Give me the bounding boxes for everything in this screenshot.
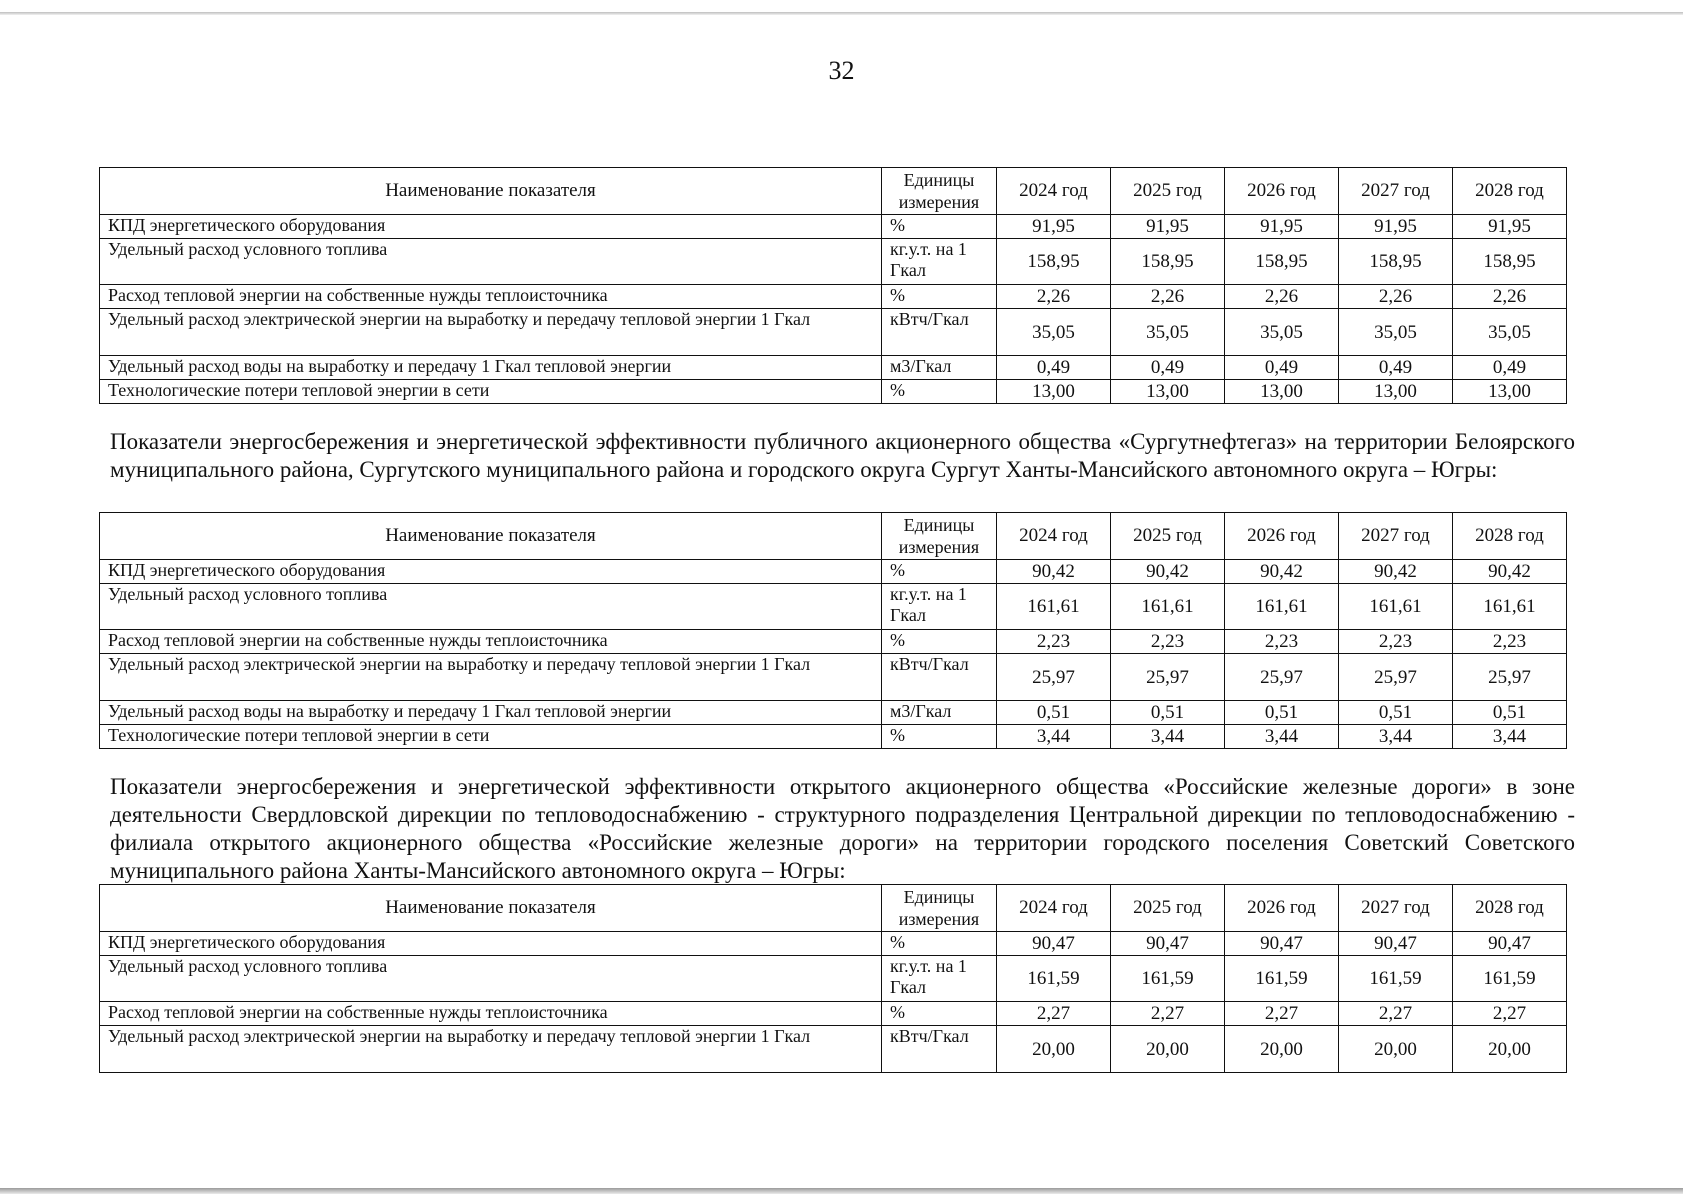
row-value: 90,47 [1111, 932, 1225, 956]
row-value: 20,00 [1453, 1026, 1567, 1073]
row-value: 20,00 [1339, 1026, 1453, 1073]
row-name: Технологические потери тепловой энергии в сети [100, 725, 882, 749]
table-row [100, 725, 1567, 749]
header-year: 2024 год [997, 513, 1111, 560]
row-value: 13,00 [1225, 380, 1339, 404]
header-name: Наименование показателя [100, 513, 882, 560]
row-value: 2,27 [1339, 1002, 1453, 1026]
header-units: Единицы измерения [882, 513, 997, 560]
row-value: 158,95 [997, 239, 1111, 285]
row-value: 25,97 [997, 654, 1111, 701]
row-value: 0,51 [1453, 701, 1567, 725]
table-row [100, 932, 1567, 956]
table-header-row [100, 513, 1567, 560]
row-value: 25,97 [1111, 654, 1225, 701]
row-unit: кВтч/Гкал [882, 654, 997, 701]
row-value: 20,00 [997, 1026, 1111, 1073]
header-year: 2027 год [1339, 513, 1453, 560]
row-value: 158,95 [1225, 239, 1339, 285]
row-value: 0,51 [1339, 701, 1453, 725]
table-row [100, 239, 1567, 285]
table-row [100, 1002, 1567, 1026]
row-unit: % [882, 380, 997, 404]
row-value: 161,59 [1111, 956, 1225, 1002]
row-name: Расход тепловой энергии на собственные нужды теплоисточника [100, 1002, 882, 1026]
row-value: 2,23 [1111, 630, 1225, 654]
row-value: 0,51 [997, 701, 1111, 725]
row-value: 2,27 [1225, 1002, 1339, 1026]
row-value: 3,44 [1453, 725, 1567, 749]
row-name: Удельный расход воды на выработку и передачу 1 Гкал тепловой энергии [100, 356, 882, 380]
table-row [100, 380, 1567, 404]
row-value: 158,95 [1111, 239, 1225, 285]
row-name: Расход тепловой энергии на собственные нужды теплоисточника [100, 630, 882, 654]
row-unit: % [882, 560, 997, 584]
row-unit: % [882, 1002, 997, 1026]
row-value: 90,47 [1225, 932, 1339, 956]
row-value: 13,00 [1111, 380, 1225, 404]
row-value: 2,26 [1225, 285, 1339, 309]
row-name: КПД энергетического оборудования [100, 932, 882, 956]
row-value: 25,97 [1225, 654, 1339, 701]
row-value: 161,61 [1339, 584, 1453, 630]
row-name: Удельный расход условного топлива [100, 584, 882, 630]
row-value: 2,23 [1225, 630, 1339, 654]
row-value: 91,95 [997, 215, 1111, 239]
row-value: 13,00 [997, 380, 1111, 404]
row-value: 13,00 [1453, 380, 1567, 404]
indicators-table-2 [99, 512, 1567, 749]
header-name: Наименование показателя [100, 168, 882, 215]
row-value: 13,00 [1339, 380, 1453, 404]
table-row [100, 956, 1567, 1002]
row-value: 158,95 [1453, 239, 1567, 285]
row-name: Удельный расход электрической энергии на выработку и передачу тепловой энергии 1 Гкал [100, 1026, 882, 1073]
row-name: КПД энергетического оборудования [100, 560, 882, 584]
table-row [100, 285, 1567, 309]
row-value: 91,95 [1225, 215, 1339, 239]
row-value: 3,44 [1111, 725, 1225, 749]
section-paragraph-rzd: Показатели энергосбережения и энергетической эффективности открытого акционерного общества «Российские железные дороги» в зоне деятельности Свердловской дирекции по тепловодоснабжению - структурного подразделения Центральной дирекции по тепловодоснабжению - филиала открытого акционерного общества «Российские железные дороги» на территории городского поселения Советский Советского муниципального района Ханты-Мансийского автономного округа – Югры: [110, 774, 1575, 883]
row-name: Удельный расход электрической энергии на выработку и передачу тепловой энергии 1 Гкал [100, 654, 882, 701]
row-value: 91,95 [1339, 215, 1453, 239]
table-row [100, 654, 1567, 701]
row-value: 158,95 [1339, 239, 1453, 285]
row-value: 90,42 [1453, 560, 1567, 584]
row-value: 91,95 [1111, 215, 1225, 239]
row-unit: кВтч/Гкал [882, 1026, 997, 1073]
row-value: 35,05 [1111, 309, 1225, 356]
scan-edge-top [0, 12, 1683, 15]
row-name: Удельный расход условного топлива [100, 239, 882, 285]
row-value: 161,61 [1225, 584, 1339, 630]
row-value: 35,05 [1453, 309, 1567, 356]
row-value: 20,00 [1111, 1026, 1225, 1073]
row-value: 0,49 [1453, 356, 1567, 380]
row-value: 161,61 [1453, 584, 1567, 630]
header-year: 2027 год [1339, 168, 1453, 215]
row-value: 2,23 [1453, 630, 1567, 654]
header-units: Единицы измерения [882, 885, 997, 932]
table-row [100, 584, 1567, 630]
table-header-row [100, 168, 1567, 215]
row-value: 161,59 [1225, 956, 1339, 1002]
header-name: Наименование показателя [100, 885, 882, 932]
table-row [100, 215, 1567, 239]
row-value: 2,27 [997, 1002, 1111, 1026]
row-name: Расход тепловой энергии на собственные нужды теплоисточника [100, 285, 882, 309]
indicators-table-1 [99, 167, 1567, 404]
row-value: 0,51 [1225, 701, 1339, 725]
header-year: 2026 год [1225, 513, 1339, 560]
row-unit: % [882, 630, 997, 654]
row-value: 161,61 [997, 584, 1111, 630]
row-value: 35,05 [997, 309, 1111, 356]
table-row [100, 560, 1567, 584]
header-year: 2028 год [1453, 168, 1567, 215]
table-row [100, 701, 1567, 725]
row-unit: м3/Гкал [882, 356, 997, 380]
table-row [100, 630, 1567, 654]
row-value: 20,00 [1225, 1026, 1339, 1073]
row-value: 2,26 [997, 285, 1111, 309]
header-year: 2025 год [1111, 885, 1225, 932]
row-value: 0,49 [1225, 356, 1339, 380]
row-value: 90,42 [1111, 560, 1225, 584]
row-value: 2,27 [1453, 1002, 1567, 1026]
page-number: 32 [828, 56, 855, 85]
row-unit: кВтч/Гкал [882, 309, 997, 356]
row-unit: % [882, 932, 997, 956]
row-unit: % [882, 285, 997, 309]
header-year: 2025 год [1111, 168, 1225, 215]
row-value: 35,05 [1225, 309, 1339, 356]
table-row [100, 356, 1567, 380]
row-name: Технологические потери тепловой энергии в сети [100, 380, 882, 404]
section-paragraph-surgutneftegaz: Показатели энергосбережения и энергетической эффективности публичного акционерного общества «Сургутнефтегаз» на территории Белоярского муниципального района, Сургутского муниципального района и городского округа Сургут Ханты-Мансийского автономного округа – Югры: [110, 429, 1575, 482]
row-value: 3,44 [1225, 725, 1339, 749]
row-value: 90,47 [1339, 932, 1453, 956]
row-value: 2,26 [1111, 285, 1225, 309]
row-name: Удельный расход электрической энергии на выработку и передачу тепловой энергии 1 Гкал [100, 309, 882, 356]
row-value: 3,44 [997, 725, 1111, 749]
header-year: 2026 год [1225, 885, 1339, 932]
header-year: 2026 год [1225, 168, 1339, 215]
header-year: 2028 год [1453, 885, 1567, 932]
row-value: 161,59 [997, 956, 1111, 1002]
row-value: 25,97 [1453, 654, 1567, 701]
row-value: 161,59 [1339, 956, 1453, 1002]
row-unit: кг.у.т. на 1 Гкал [882, 584, 997, 630]
indicators-table-3 [99, 884, 1567, 1073]
header-year: 2028 год [1453, 513, 1567, 560]
row-value: 2,26 [1453, 285, 1567, 309]
row-value: 90,47 [997, 932, 1111, 956]
row-value: 0,49 [997, 356, 1111, 380]
row-value: 0,51 [1111, 701, 1225, 725]
table-row [100, 1026, 1567, 1073]
header-units: Единицы измерения [882, 168, 997, 215]
row-value: 90,42 [997, 560, 1111, 584]
row-value: 2,26 [1339, 285, 1453, 309]
row-name: Удельный расход условного топлива [100, 956, 882, 1002]
row-unit: кг.у.т. на 1 Гкал [882, 239, 997, 285]
row-value: 2,23 [997, 630, 1111, 654]
row-value: 0,49 [1339, 356, 1453, 380]
header-year: 2027 год [1339, 885, 1453, 932]
row-value: 35,05 [1339, 309, 1453, 356]
row-name: КПД энергетического оборудования [100, 215, 882, 239]
row-value: 91,95 [1453, 215, 1567, 239]
row-value: 90,42 [1339, 560, 1453, 584]
row-value: 90,42 [1225, 560, 1339, 584]
header-year: 2024 год [997, 885, 1111, 932]
row-value: 90,47 [1453, 932, 1567, 956]
row-value: 2,27 [1111, 1002, 1225, 1026]
header-year: 2024 год [997, 168, 1111, 215]
row-value: 161,59 [1453, 956, 1567, 1002]
row-value: 3,44 [1339, 725, 1453, 749]
scan-edge-bottom [0, 1188, 1683, 1194]
table-header-row [100, 885, 1567, 932]
row-name: Удельный расход воды на выработку и передачу 1 Гкал тепловой энергии [100, 701, 882, 725]
table-row [100, 309, 1567, 356]
row-value: 25,97 [1339, 654, 1453, 701]
row-unit: м3/Гкал [882, 701, 997, 725]
row-unit: % [882, 725, 997, 749]
row-unit: кг.у.т. на 1 Гкал [882, 956, 997, 1002]
row-unit: % [882, 215, 997, 239]
row-value: 0,49 [1111, 356, 1225, 380]
row-value: 2,23 [1339, 630, 1453, 654]
header-year: 2025 год [1111, 513, 1225, 560]
row-value: 161,61 [1111, 584, 1225, 630]
